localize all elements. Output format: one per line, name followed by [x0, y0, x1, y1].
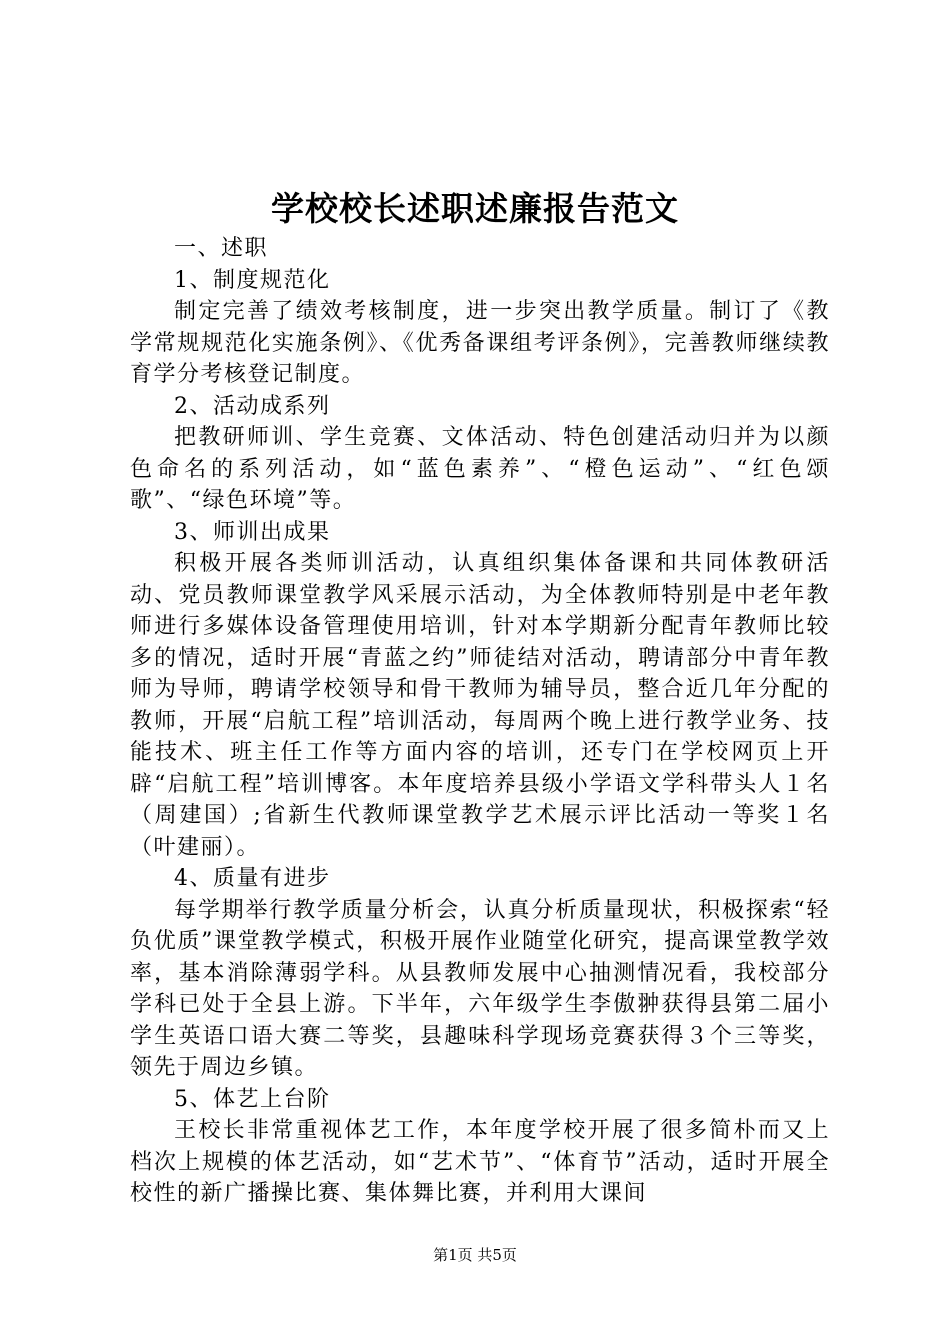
body-paragraph: 积极开展各类师训活动，认真组织集体备课和共同体教研活动、党员教师课堂教学风采展示活动，为全体教师特别是中老年教师进行多媒体设备管理使用培训，针对本学期新分配青年教师比较多的情况，适时开展“青蓝之约”师徒结对活动，聘请部分中青年教师为导师，聘请学校领导和骨干教师为辅导员，整合近几年分配的教师，开展“启航工程”培训活动，每周两个晚上进行教学业务、技能技术、班主任工作等方面内容的培训，还专门在学校网页上开辟“启航工程”培训博客。本年度培养县级小学语文学科带头人１名（周建国）;省新生代教师课堂教学艺术展示评比活动一等奖１名（叶建丽）。: [130, 551, 830, 860]
body-paragraph: 王校长非常重视体艺工作，本年度学校开展了很多简朴而又上档次上规模的体艺活动，如“艺术节”、“体育节”活动，适时开展全校性的新广播操比赛、集体舞比赛，并利用大课间: [130, 1118, 830, 1206]
body-paragraph: 制定完善了绩效考核制度，进一步突出教学质量。制订了《教学常规规范化实施条例》、《优秀备课组考评条例》，完善教师继续教育学分考核登记制度。: [130, 299, 830, 387]
subsection-heading: 1、制度规范化: [174, 267, 331, 293]
body-paragraph: 把教研师训、学生竞赛、文体活动、特色创建活动归并为以颜色命名的系列活动，如“蓝色素养”、“橙色运动”、“红色颂歌”、“绿色环境”等。: [130, 425, 830, 513]
subsection-heading: 2、活动成系列: [174, 393, 331, 419]
subsection-heading: 4、质量有进步: [174, 866, 331, 891]
body-paragraph: 每学期举行教学质量分析会，认真分析质量现状，积极探索“轻负优质”课堂教学模式，积极开展作业随堂化研究，提高课堂教学效率，基本消除薄弱学科。从县教师发展中心抽测情况看，我校部分学科已处于全县上游。下半年，六年级学生李傲翀获得县第二届小学生英语口语大赛二等奖，县趣味科学现场竞赛获得３个三等奖，领先于周边乡镇。: [130, 897, 830, 1080]
document-title: 学校校长述职述廉报告范文: [271, 189, 679, 228]
page-number: 第1页 共5页: [433, 1246, 517, 1264]
subsection-heading: 3、师训出成果: [174, 519, 331, 545]
subsection-heading: 5、体艺上台阶: [174, 1086, 331, 1112]
section-heading: 一、述职: [174, 236, 269, 261]
document-body: [130, 233, 830, 1210]
